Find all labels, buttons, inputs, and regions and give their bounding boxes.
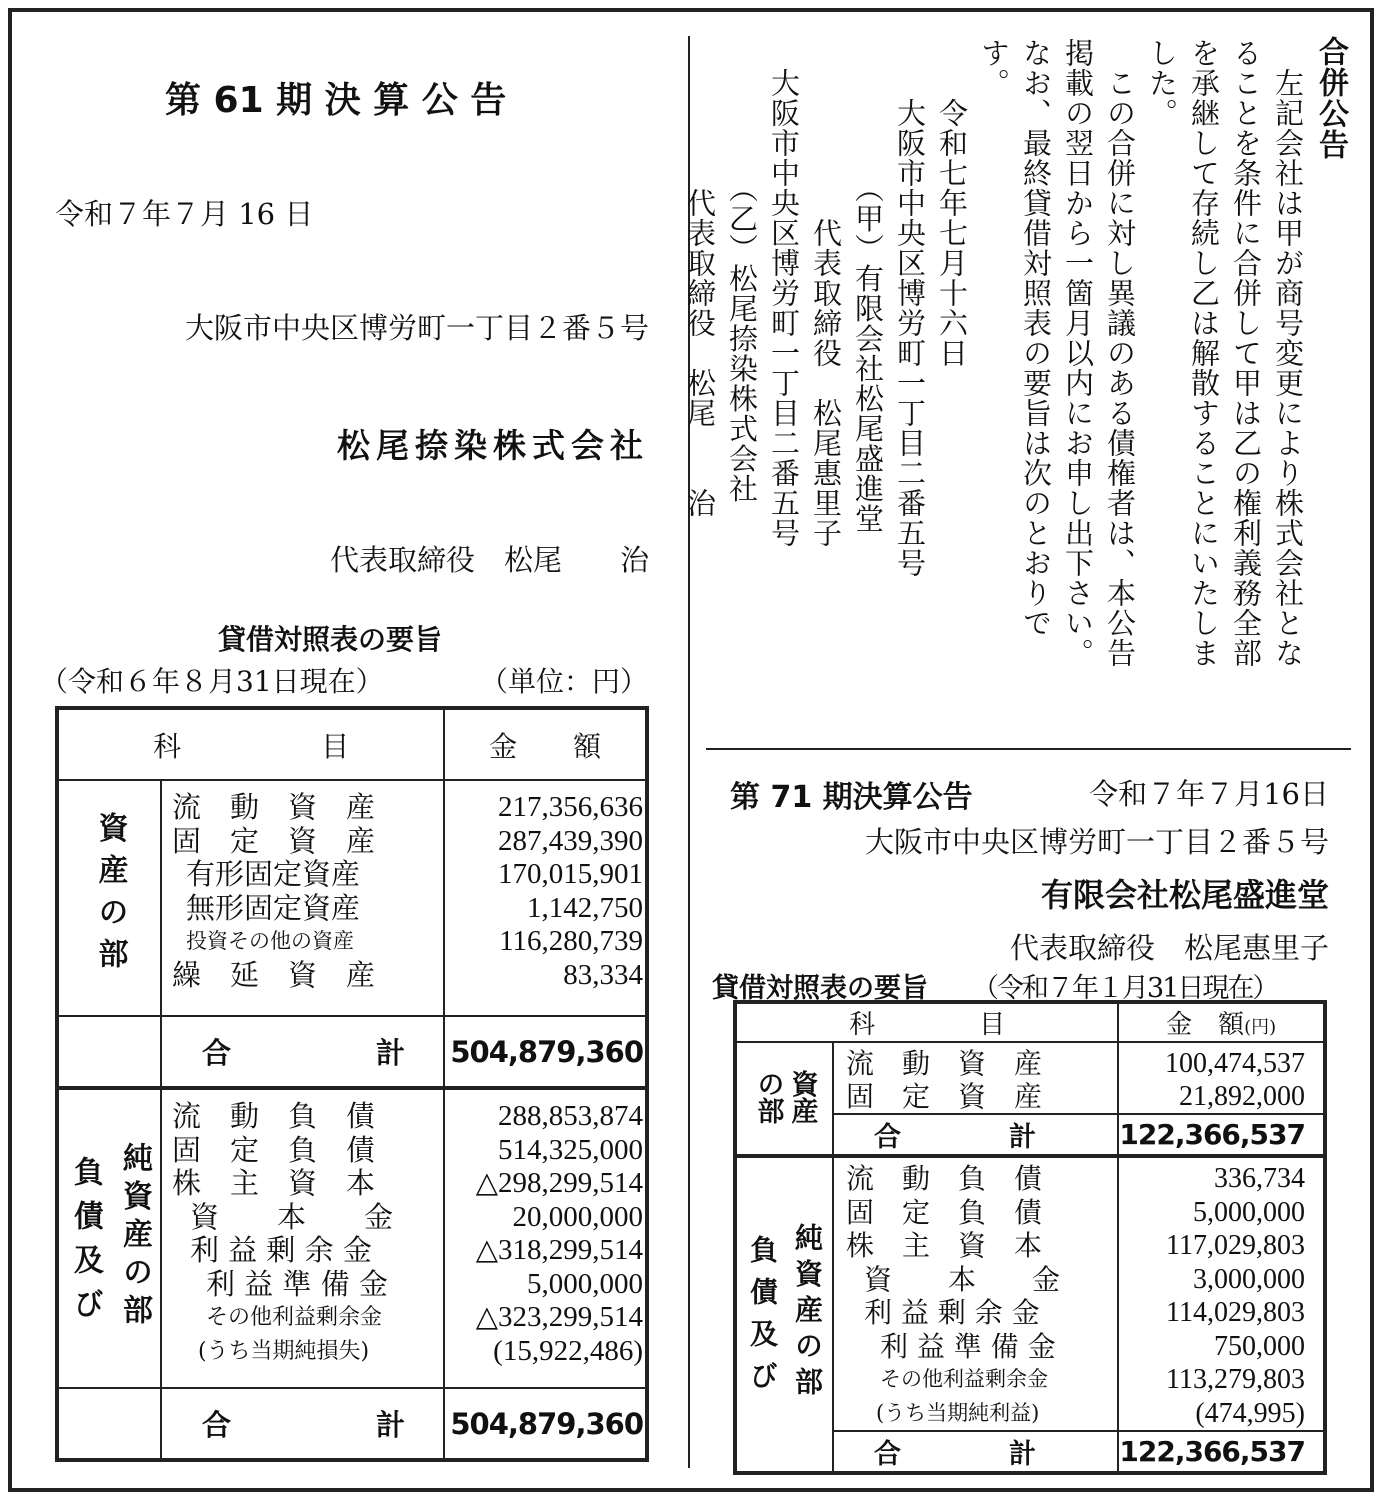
left-asset-amount: 170,015,901 xyxy=(498,858,643,890)
left-liab-label: 株 主 資 本 xyxy=(171,1166,375,1200)
right-liab-amount: 750,000 xyxy=(1214,1330,1305,1362)
merger-line: 大阪市中央区博労町一丁目二番五号 xyxy=(767,38,801,548)
left-representative: 代表取締役 松尾 治 xyxy=(329,543,649,577)
right-liab-amount: 114,029,803 xyxy=(1166,1297,1305,1328)
right-liab-amount: 117,029,803 xyxy=(1166,1230,1305,1261)
right-liab-amount: 3,000,000 xyxy=(1193,1263,1305,1295)
left-bs-unit: （単位：円） xyxy=(480,665,649,698)
left-asset-label: 有形固定資産 xyxy=(185,857,360,891)
right-assets-section-label: 資産の部 xyxy=(752,1069,818,1124)
right-bs-title: 貸借対照表の要旨 xyxy=(712,973,928,1004)
right-representative: 代表取締役 松尾惠里子 xyxy=(1009,931,1329,965)
left-asset-amount: 217,356,636 xyxy=(498,791,643,823)
right-liab-amount: (474,995) xyxy=(1195,1397,1305,1429)
right-liab-section-label-b: 純資産の部 xyxy=(791,1222,825,1403)
left-liab-label: 流 動 負 債 xyxy=(171,1099,375,1133)
left-liab-label: 固 定 負 債 xyxy=(171,1132,375,1167)
left-liab-total: 504,879,360 xyxy=(450,1406,643,1441)
right-liab-label: (うち当期純利益) xyxy=(875,1400,1040,1425)
right-liab-amount: 5,000,000 xyxy=(1193,1196,1305,1228)
left-liab-amount: △318,299,514 xyxy=(475,1234,643,1266)
left-asset-label: 流 動 資 産 xyxy=(171,790,375,824)
right-header-item: 科 目 xyxy=(849,1010,1006,1040)
merger-line: 大阪市中央区博労町一丁目二番五号 xyxy=(893,38,927,578)
right-liab-amount: 336,734 xyxy=(1214,1163,1305,1194)
right-liab-section-label-a: 負債及び xyxy=(745,1234,779,1403)
left-title: 第 61 期 決 算 公 告 xyxy=(165,80,507,121)
left-liab-section-label-b: 純資産の部 xyxy=(117,1141,153,1332)
left-liab-section-label-a: 負債及び xyxy=(67,1155,103,1332)
left-balance-sheet xyxy=(55,706,649,1462)
left-liab-amount: 20,000,000 xyxy=(512,1200,643,1233)
right-liab-label: 利 益 準 備 金 xyxy=(879,1329,1056,1363)
left-liab-label: 資 本 金 xyxy=(189,1199,393,1234)
merger-line: 掲載の翌日から一箇月以内にお申し出下さい。 xyxy=(1061,38,1095,668)
merger-line: を承継して存続し乙は解散することにいたしま xyxy=(1187,38,1221,668)
merger-line: なお、最終貸借対照表の要旨は次のとおりで xyxy=(1019,38,1053,638)
right-liab-label: 資 本 金 xyxy=(863,1262,1060,1296)
right-liab-label: 株 主 資 本 xyxy=(845,1229,1042,1262)
right-asset-amount: 21,892,000 xyxy=(1179,1081,1305,1112)
merger-line: ることを条件に合併して甲は乙の権利義務全部 xyxy=(1229,38,1263,668)
left-asset-label: 投資その他の資産 xyxy=(185,929,354,953)
merger-line: す。 xyxy=(977,38,1011,98)
merger-line: 代表取締役 松尾惠里子 xyxy=(809,38,843,548)
right-asset-amount: 100,474,537 xyxy=(1165,1048,1305,1079)
merger-line: （甲）有限会社松尾盛進堂 xyxy=(851,38,885,534)
left-liab-amount: 5,000,000 xyxy=(527,1267,643,1300)
merger-line: 左記会社は甲が商号変更により株式会社とな xyxy=(1271,38,1305,668)
merger-line: 代表取締役 松尾 治 xyxy=(683,38,717,518)
right-assets-total-label: 合 計 xyxy=(873,1122,1036,1153)
left-asset-label: 繰 延 資 産 xyxy=(171,957,375,992)
left-liab-label: 利 益 準 備 金 xyxy=(205,1266,388,1301)
left-liab-label: 利 益 剰 余 金 xyxy=(189,1233,372,1267)
right-header-amount: 金 額 xyxy=(1166,1010,1245,1040)
right-liab-total-label: 合 計 xyxy=(873,1439,1036,1470)
left-liab-amount: (15,922,486) xyxy=(493,1334,643,1367)
right-assets-total: 122,366,537 xyxy=(1119,1118,1305,1151)
left-header-amount: 金 額 xyxy=(489,729,602,763)
merger-line: （乙）松尾捺染株式会社 xyxy=(725,38,759,504)
left-header-item: 科 目 xyxy=(153,729,350,763)
left-liab-label: その他利益剰余金 xyxy=(205,1305,382,1330)
left-liab-total-label: 合 計 xyxy=(201,1408,405,1442)
right-liab-label: 利 益 剰 余 金 xyxy=(863,1296,1040,1329)
left-liab-amount: 288,853,874 xyxy=(498,1100,643,1132)
merger-line: 令和七年七月十六日 xyxy=(935,38,969,368)
right-asset-label: 固 定 資 産 xyxy=(845,1080,1042,1113)
right-asset-label: 流 動 資 産 xyxy=(845,1047,1042,1080)
right-address: 大阪市中央区博労町一丁目２番５号 xyxy=(864,825,1329,859)
merger-body xyxy=(679,38,1309,728)
left-address: 大阪市中央区博労町一丁目２番５号 xyxy=(184,311,649,345)
section-divider xyxy=(706,748,1351,750)
right-balance-sheet xyxy=(733,1000,1327,1475)
left-bs-asof: （令和６年８月31日現在） xyxy=(40,665,384,698)
left-asset-amount: 116,280,739 xyxy=(499,925,643,957)
left-assets-total: 504,879,360 xyxy=(450,1034,643,1069)
left-asset-amount: 1,142,750 xyxy=(527,891,643,924)
left-asset-label: 無形固定資産 xyxy=(185,890,360,925)
left-liab-amount: 514,325,000 xyxy=(498,1133,643,1166)
left-assets-section-label: 資産の部 xyxy=(92,812,128,980)
right-bs-asof: （令和７年１月31日現在） xyxy=(972,973,1278,1004)
left-asset-label: 固 定 資 産 xyxy=(171,823,375,858)
left-liab-amount: △323,299,514 xyxy=(475,1301,643,1333)
right-liab-amount: 113,279,803 xyxy=(1166,1364,1305,1395)
right-liab-total: 122,366,537 xyxy=(1119,1435,1305,1468)
left-liab-amount: △298,299,514 xyxy=(475,1167,643,1199)
right-liab-label: 固 定 負 債 xyxy=(845,1195,1042,1229)
left-asset-amount: 83,334 xyxy=(563,958,643,991)
left-company: 松尾捺染株式会社 xyxy=(337,426,649,465)
right-date: 令和７年７月16日 xyxy=(1089,777,1329,811)
left-liab-label: (うち当期純損失) xyxy=(197,1338,370,1364)
merger-title: 合併公告 xyxy=(1313,36,1348,160)
left-date: 令和７年７月 16 日 xyxy=(55,197,314,231)
right-header-unit: (円) xyxy=(1244,1017,1277,1038)
right-company: 有限会社松尾盛進堂 xyxy=(1040,876,1329,914)
merger-line: この合併に対し異議のある債権者は、本公告 xyxy=(1103,38,1137,668)
right-liab-label: 流 動 負 債 xyxy=(845,1162,1042,1195)
left-bs-title: 貸借対照表の要旨 xyxy=(218,623,443,656)
left-assets-total-label: 合 計 xyxy=(201,1036,405,1070)
right-title: 第 71 期決算公告 xyxy=(730,780,973,815)
left-asset-amount: 287,439,390 xyxy=(498,824,643,857)
merger-line: した。 xyxy=(1145,38,1179,128)
right-liab-label: その他利益剰余金 xyxy=(879,1367,1048,1391)
